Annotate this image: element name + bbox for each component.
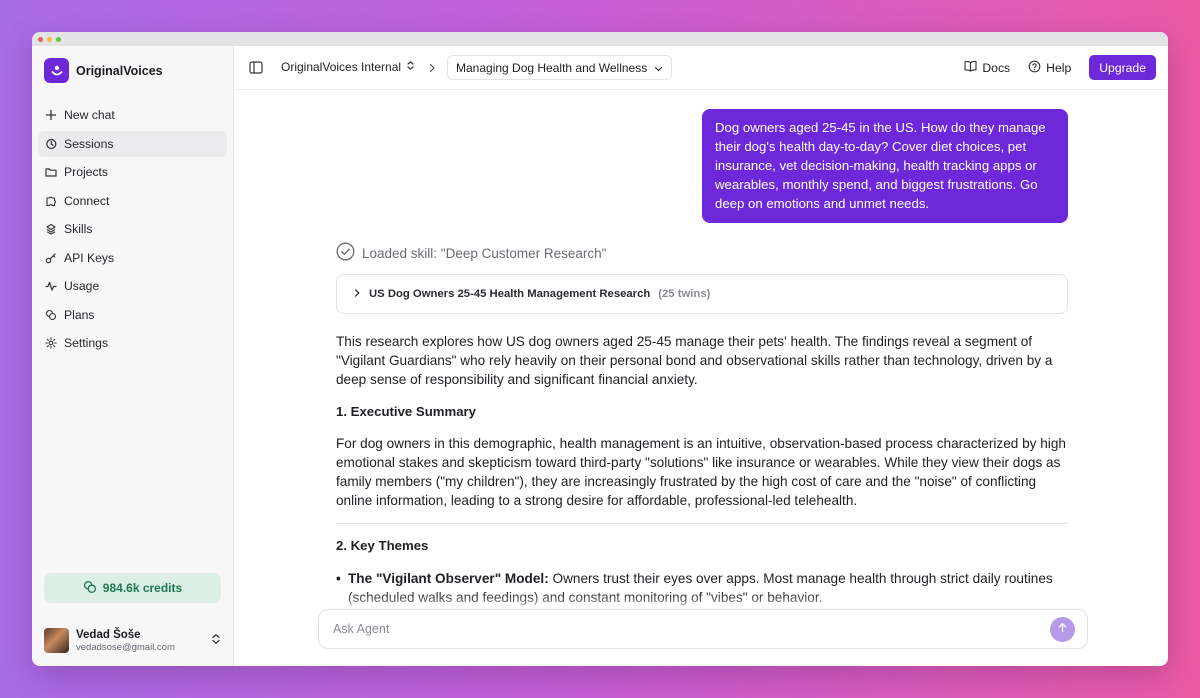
folder-icon [45, 166, 57, 178]
chat-composer [318, 609, 1088, 649]
list-item-text [348, 569, 1071, 607]
check-circle-icon [336, 242, 355, 264]
sidebar-item-label: Settings [64, 336, 109, 350]
coins-icon [83, 580, 97, 597]
sidebar-item-label: API Keys [64, 250, 115, 265]
docs-link[interactable] [964, 60, 1010, 75]
sidebar-item-usage[interactable] [38, 273, 227, 299]
chat-thread [235, 91, 1168, 666]
theme-text: Owners trust their eyes over apps. Most manage health through strict daily routines (scheduled walks and feedings) and constant monitoring of "vibes" or behavior. [348, 571, 1053, 605]
chevron-up-down-icon[interactable] [211, 632, 221, 650]
help-circle-icon [1028, 60, 1041, 76]
book-icon [964, 60, 977, 75]
session-name: Managing Dog Health and Wellness [456, 60, 648, 75]
key-icon [45, 252, 57, 264]
user-menu[interactable] [44, 628, 221, 653]
sidebar-item-settings[interactable] [38, 330, 227, 356]
sidebar-item-plans[interactable] [38, 302, 227, 328]
send-button[interactable] [1050, 617, 1075, 642]
gear-icon [45, 337, 57, 349]
maximize-window-icon[interactable] [56, 37, 61, 42]
list-item [336, 569, 1071, 607]
window-titlebar [32, 32, 1168, 46]
help-link[interactable] [1028, 60, 1071, 76]
minimize-window-icon[interactable] [47, 37, 52, 42]
divider [336, 523, 1068, 524]
activity-icon [45, 280, 57, 292]
research-card[interactable] [336, 274, 1068, 314]
brand[interactable] [44, 58, 163, 83]
sidebar-item-sessions[interactable] [38, 131, 227, 157]
plus-icon [45, 109, 57, 121]
theme-title: The "Vigilant Observer" Model: [348, 571, 549, 586]
docs-label: Docs [982, 60, 1011, 75]
research-title: US Dog Owners 25-45 Health Management Research [369, 288, 651, 300]
close-window-icon[interactable] [38, 37, 43, 42]
brand-logo-icon [44, 58, 69, 83]
skill-loaded-status [336, 242, 606, 264]
app-window [32, 32, 1168, 666]
sidebar [32, 46, 234, 666]
chevron-right-icon [353, 288, 361, 301]
section-heading: 2. Key Themes [336, 538, 429, 553]
credits-label: 984.6k credits [102, 581, 183, 595]
ask-agent-input[interactable] [333, 622, 1050, 636]
sidebar-item-api-keys[interactable] [38, 245, 227, 271]
chevron-up-down-icon [406, 60, 415, 74]
sidebar-item-label: Skills [64, 222, 93, 236]
section-heading: 1. Executive Summary [336, 404, 477, 419]
skills-icon [45, 223, 57, 235]
session-selector[interactable] [447, 55, 672, 80]
coins-icon [45, 309, 57, 321]
intro-paragraph: This research explores how US dog owners aged 25-45 manage their pets' health. The findings reveal a segment of "Vigilant Guardians" who rely heavily on their personal bond and observational skills rather than technology, driven by a deep sense of responsibility and significant financial anxiety. [336, 334, 1053, 387]
sidebar-item-new-chat[interactable] [38, 102, 227, 128]
user-email: vedadsose@gmail.com [76, 641, 175, 653]
user-message: Dog owners aged 25-45 in the US. How do they manage their dog's health day-to-day? Cover diet choices, pet insurance, vet decision-making, health tracking apps or wearables, monthly spend, and biggest frustrations. Go deep on emotions and unmet needs. [702, 109, 1068, 223]
sidebar-item-label: New chat [64, 108, 115, 122]
arrow-up-icon [1057, 620, 1068, 638]
sidebar-item-label: Sessions [64, 136, 114, 151]
brand-name: OriginalVoices [76, 63, 163, 78]
project-name: OriginalVoices Internal [281, 60, 402, 74]
research-count: (25 twins) [658, 288, 711, 300]
chevron-down-icon [654, 61, 663, 75]
chevron-right-icon [428, 61, 436, 79]
avatar [44, 628, 69, 653]
puzzle-icon [45, 195, 57, 207]
sidebar-item-connect[interactable] [38, 188, 227, 214]
main-panel [235, 46, 1168, 666]
credits-badge[interactable] [44, 573, 221, 603]
sidebar-toggle-icon[interactable] [249, 61, 263, 79]
skill-loaded-label: Loaded skill: "Deep Customer Research" [362, 245, 607, 261]
sidebar-item-label: Plans [64, 307, 95, 322]
header [235, 46, 1168, 90]
history-icon [45, 138, 57, 150]
upgrade-button[interactable]: Upgrade [1089, 55, 1156, 80]
sidebar-nav [38, 102, 227, 359]
bullet-icon: • [336, 571, 341, 586]
user-name: Vedad Šoše [76, 628, 141, 641]
sidebar-item-projects[interactable] [38, 159, 227, 185]
help-label: Help [1046, 60, 1072, 75]
sidebar-item-label: Projects [64, 165, 109, 179]
project-selector[interactable] [281, 60, 415, 74]
sidebar-item-skills[interactable] [38, 216, 227, 242]
summary-paragraph: For dog owners in this demographic, health management is an intuitive, observation-based process characterized by high emotional stakes and skepticism toward third-party "solutions" like insurance or wearables. While they view their dogs as family members ("my children"), they are increasingly frustrated by the high cost of care and the "noise" of conflicting online information, leading to a strong desire for affordable, professional-led telehealth. [336, 436, 1066, 508]
sidebar-item-label: Usage [64, 279, 100, 293]
sidebar-item-label: Connect [64, 193, 110, 208]
